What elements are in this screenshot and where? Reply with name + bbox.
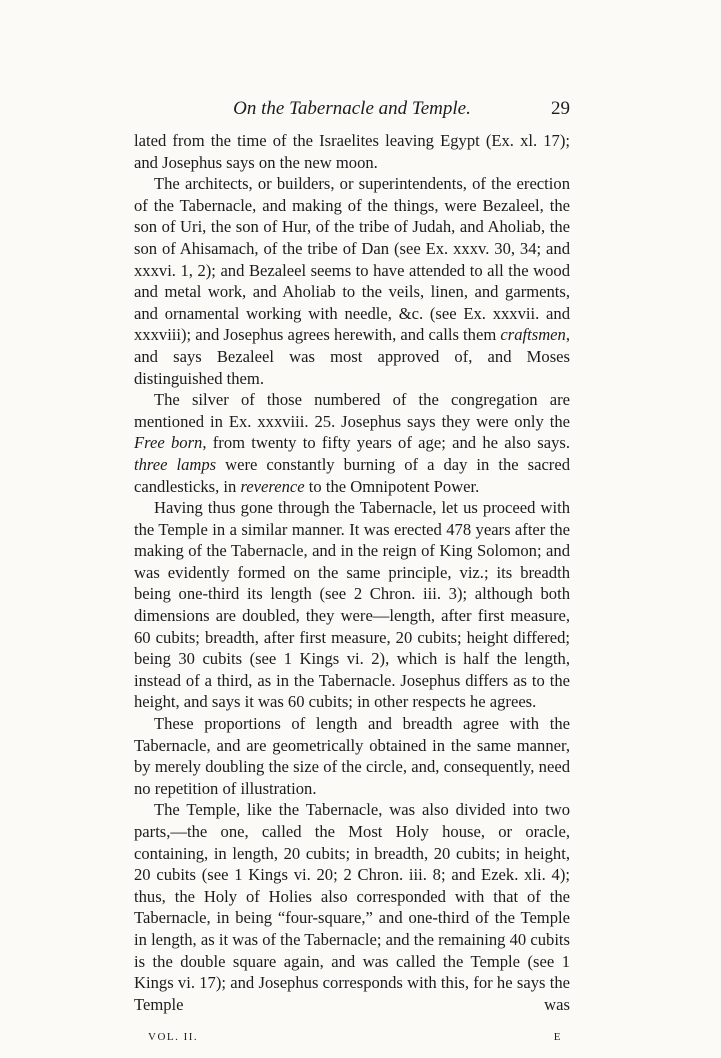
running-title: On the Tabernacle and Temple. — [233, 98, 471, 119]
body-text — [134, 130, 570, 1015]
page-number: 29 — [551, 98, 570, 119]
volume-signature: VOL. II. — [148, 1031, 199, 1043]
paragraph: Having thus gone through the Tabernacle, let us proceed with the Temple in a similar manner. It was erected 478 years after the making of the Tabernacle, and in the reign of King Solomon; and was evidently formed on the same principle, viz.; its breadth being one-third its length (see 2 Chron. iii. 3); although both dimensions are doubled, they were—length, after first measure, 60 cubits; breadth, after first measure, 20 cubits; height differed; being 30 cubits (see 1 Kings vi. 2), which is half the length, instead of a third, as in the Tabernacle. Josephus differs as to the height, and says it was 60 cubits; in other respects he agrees. — [134, 498, 570, 712]
paragraph: The Temple, like the Tabernacle, was also divided into two parts,—the one, called the Most Holy house, or oracle, containing, in length, 20 cubits; in breadth, 20 cubits; in height, 20 cubits (see 1 Kings vi. 20; 2 Chron. iii. 8; and Ezek. xli. 4); thus, the Holy of Holies also corresponded with that of the Tabernacle, in being “four-square,” and one-third of the Temple in length, as it was of the Tabernacle; and the remaining 40 cubits is the double square again, and was called the Temple (see 1 Kings vi. 17); and Josephus corresponds with this, for he says the Temple was — [134, 800, 570, 1014]
paragraph: The silver of those numbered of the congregation are mentioned in Ex. xxxviii. 25. Josephus says they were only the Free born, from twenty to fifty years of age; and he also says. three lamps were constantly burning of a day in the sacred candlesticks, in reverence to the Omnipotent Power. — [134, 390, 570, 496]
gathering-signature: E — [553, 1031, 562, 1043]
page-footer — [148, 1031, 562, 1047]
paragraph: The architects, or builders, or superintendents, of the erection of the Tabernacle, and making of the things, were Bezaleel, the son of Uri, the son of Hur, of the tribe of Judah, and Aholiab, the son of Ahisamach, of the tribe of Dan (see Ex. xxxv. 30, 34; and xxxvi. 1, 2); and Bezaleel seems to have attended to all the wood and metal work, and Aholiab to the veils, linen, and garments, and ornamental working with needle, &c. (see Ex. xxxvii. and xxxviii); and Josephus agrees herewith, and calls them craftsmen, and says Bezaleel was most approved of, and Moses distinguished them. — [134, 174, 570, 388]
paragraph: These proportions of length and breadth agree with the Tabernacle, and are geometrically obtained in the same manner, by merely doubling the size of the circle, and, consequently, need no repetition of illustration. — [134, 714, 570, 798]
running-head — [134, 98, 570, 124]
paragraph: lated from the time of the Israelites leaving Egypt (Ex. xl. 17); and Josephus says on the new moon. — [134, 131, 570, 172]
